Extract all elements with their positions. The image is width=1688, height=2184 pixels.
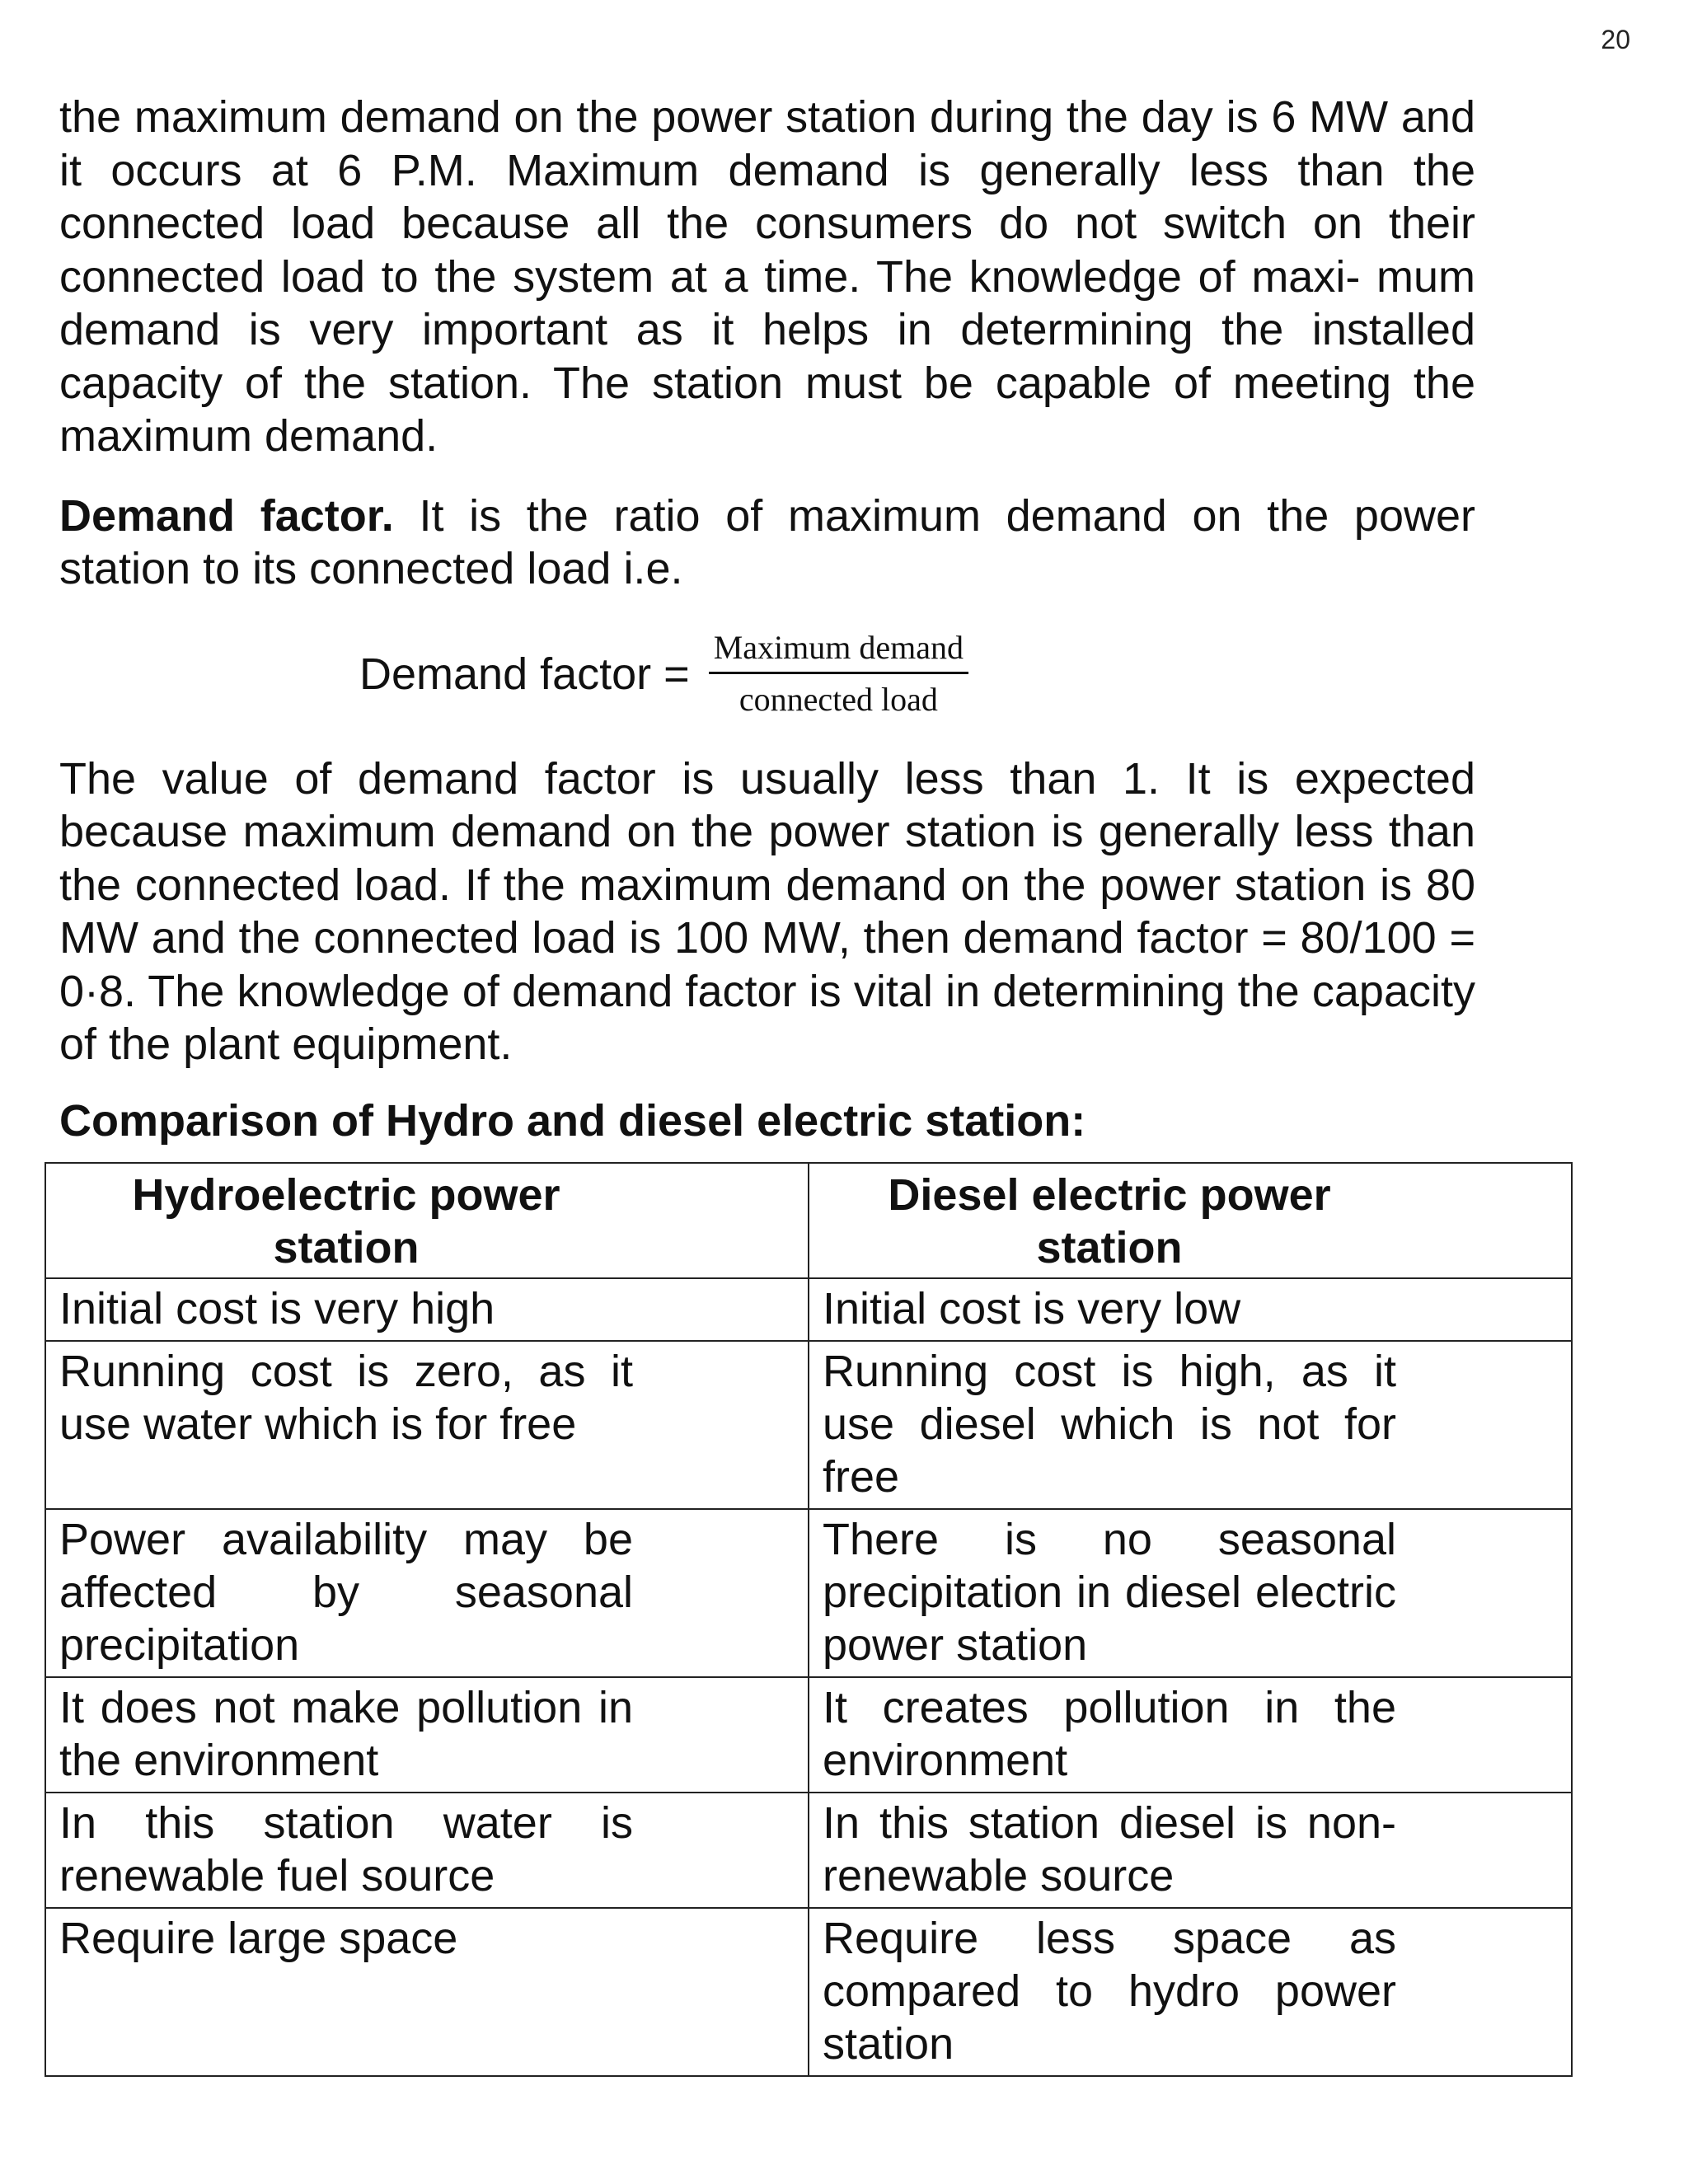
demand-factor-definition: It is the ratio of maximum demand on the power station to its connected load i.e. bbox=[59, 490, 1475, 593]
table-cell-diesel: Running cost is high, as it use diesel which is not for free bbox=[809, 1341, 1572, 1509]
page-number: 20 bbox=[1601, 25, 1630, 54]
table-row bbox=[45, 1278, 1572, 1341]
comparison-heading: Comparison of Hydro and diesel electric station: bbox=[59, 1095, 1086, 1146]
table-cell-diesel: It creates pollution in the environment bbox=[809, 1677, 1572, 1793]
table-cell-hydro: Require large space bbox=[45, 1908, 809, 2076]
page-content bbox=[59, 91, 1475, 1175]
fraction-bar bbox=[709, 672, 968, 674]
paragraph-maximum-demand: the maximum demand on the power station during the day is 6 MW and it occurs at 6 P.M. Maximum demand is generally less than the connected load because all the consumers do not switch on their connected load to the system at a time. The knowledge of maxi- mum demand is very important as it helps in determining the installed capacity of the station. The station must be capable of meeting the maximum demand. bbox=[59, 92, 1475, 461]
table-cell-hydro: Initial cost is very high bbox=[45, 1278, 809, 1341]
table-cell-hydro: In this station water is renewable fuel source bbox=[45, 1793, 809, 1908]
table-cell-diesel: There is no seasonal precipitation in diesel electric power station bbox=[809, 1509, 1572, 1677]
header-hydro: Hydroelectric power station bbox=[45, 1163, 809, 1278]
table-row bbox=[45, 1908, 1572, 2076]
header-diesel: Diesel electric power station bbox=[809, 1163, 1572, 1278]
formula-lhs: Demand factor = bbox=[359, 649, 702, 699]
table-cell-hydro: Power availability may be affected by seasonal precipitation bbox=[45, 1509, 809, 1677]
demand-factor-term: Demand factor. bbox=[59, 490, 394, 541]
demand-factor-formula bbox=[359, 629, 1475, 719]
comparison-table bbox=[45, 1162, 1573, 2077]
table-cell-diesel: Require less space as compared to hydro power station bbox=[809, 1908, 1572, 2076]
table-cell-diesel: In this station diesel is non-renewable source bbox=[809, 1793, 1572, 1908]
table-row bbox=[45, 1677, 1572, 1793]
formula-denominator: connected load bbox=[738, 681, 938, 718]
table-cell-diesel: Initial cost is very low bbox=[809, 1278, 1572, 1341]
table-row bbox=[45, 1793, 1572, 1908]
formula-fraction bbox=[709, 629, 968, 719]
paragraph-demand-factor bbox=[59, 490, 1475, 596]
paragraph-demand-factor-value: The value of demand factor is usually less than 1. It is expected because maximum demand on the power station is generally less than the connected load. If the maximum demand on the power station is 80 MW and the connected load is 100 MW, then demand factor = 80/100 = 0·8. The knowledge of demand factor is vital in determining the capacity of the plant equipment. bbox=[59, 753, 1475, 1069]
table-row bbox=[45, 1509, 1572, 1677]
table-row bbox=[45, 1341, 1572, 1509]
table-cell-hydro: It does not make pollution in the environment bbox=[45, 1677, 809, 1793]
table-cell-hydro: Running cost is zero, as it use water which is for free bbox=[45, 1341, 809, 1509]
formula-numerator: Maximum demand bbox=[713, 629, 964, 666]
table-header-row bbox=[45, 1163, 1572, 1278]
